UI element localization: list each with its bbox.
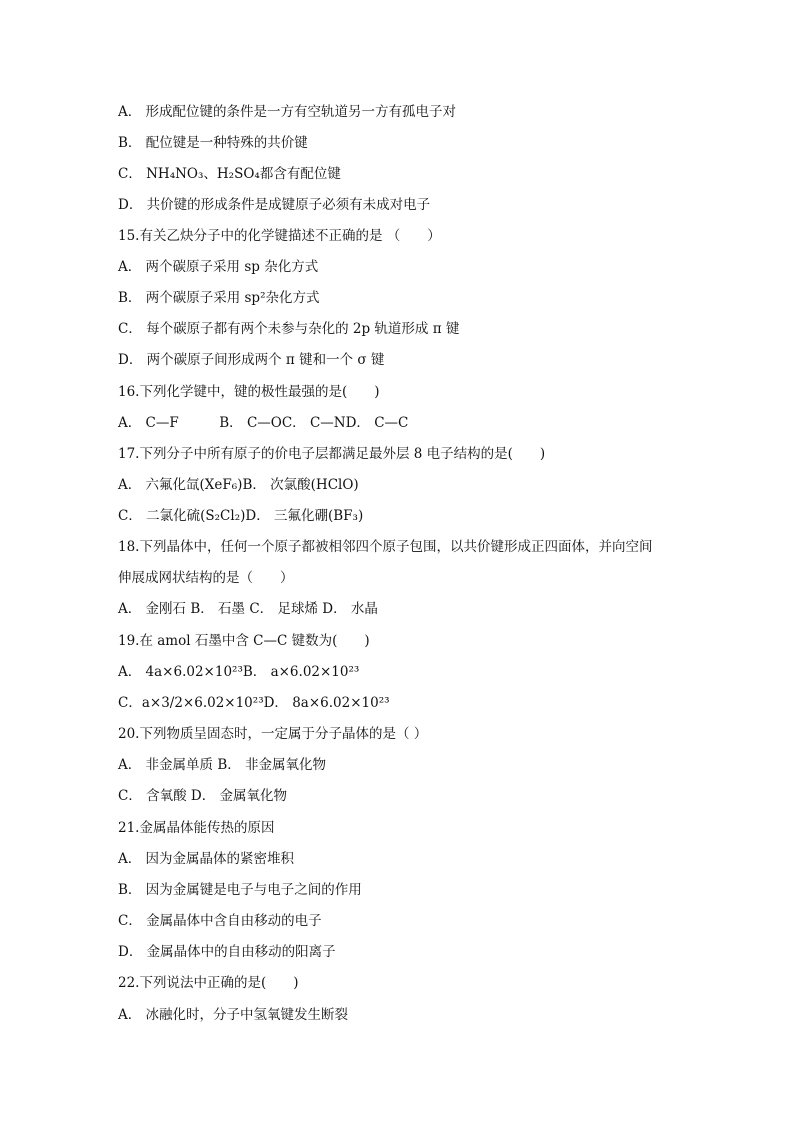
text-line: C． NH₄NO₃、H₂SO₄都含有配位键 xyxy=(118,166,341,182)
text-line: A． 因为金属晶体的紧密堆积 xyxy=(118,851,295,867)
text-line: A． 非金属单质 B． 非金属氧化物 xyxy=(118,757,327,773)
question-21: 21.金属晶体能传热的原因 xyxy=(118,820,275,836)
text-line: C． 每个碳原子都有两个未参与杂化的 2p 轨道形成 π 键 xyxy=(118,321,460,337)
text-line: C． 金属晶体中含自由移动的电子 xyxy=(118,913,322,929)
text-line: C．a×3/2×6.02×10²³D． 8a×6.02×10²³ xyxy=(118,695,390,711)
question-18: 18.下列晶体中，任何一个原子都被相邻四个原子包围，以共价键形成正四面体，并向空间 xyxy=(118,539,653,555)
text-line: A． C—F B． C—OC． C—ND． C—C xyxy=(118,415,409,431)
question-22: 22.下列说法中正确的是( ) xyxy=(118,975,299,991)
text-line: D． 共价键的形成条件是成键原子必须有未成对电子 xyxy=(118,197,431,213)
question-19: 19.在 amol 石墨中含 C—C 键数为( ) xyxy=(118,633,370,649)
text-line: A． 4a×6.02×10²³B． a×6.02×10²³ xyxy=(118,664,360,680)
text-line: A． 两个碳原子采用 sp 杂化方式 xyxy=(118,259,319,275)
text-line: 伸展成网状结构的是（ ） xyxy=(118,570,294,586)
question-15: 15.有关乙炔分子中的化学键描述不正确的是 （ ） xyxy=(118,228,441,244)
text-line: A． 金刚石 B． 石墨 C． 足球烯 D． 水晶 xyxy=(118,601,378,617)
text-line: B． 两个碳原子采用 sp²杂化方式 xyxy=(118,290,320,306)
text-line: A． 形成配位键的条件是一方有空轨道另一方有孤电子对 xyxy=(118,104,457,120)
question-20: 20.下列物质呈固态时，一定属于分子晶体的是（ ） xyxy=(118,726,428,742)
text-line: C． 含氧酸 D． 金属氧化物 xyxy=(118,788,288,804)
question-17: 17.下列分子中所有原子的价电子层都满足最外层 8 电子结构的是( ) xyxy=(118,446,546,462)
text-line: C． 二氯化硫(S₂Cl₂)D． 三氟化硼(BF₃) xyxy=(118,508,364,524)
text-line: D． 金属晶体中的自由移动的阳离子 xyxy=(118,944,336,960)
question-16: 16.下列化学键中，键的极性最强的是( ) xyxy=(118,384,380,400)
text-line: A． 六氟化氙(XeF₆)B． 次氯酸(HClO) xyxy=(118,477,359,493)
text-line: D． 两个碳原子间形成两个 π 键和一个 σ 键 xyxy=(118,352,385,368)
text-line: B． 配位键是一种特殊的共价键 xyxy=(118,135,308,151)
text-line: B． 因为金属键是电子与电子之间的作用 xyxy=(118,882,362,898)
text-line: A． 冰融化时，分子中氢氧键发生断裂 xyxy=(118,1007,349,1023)
